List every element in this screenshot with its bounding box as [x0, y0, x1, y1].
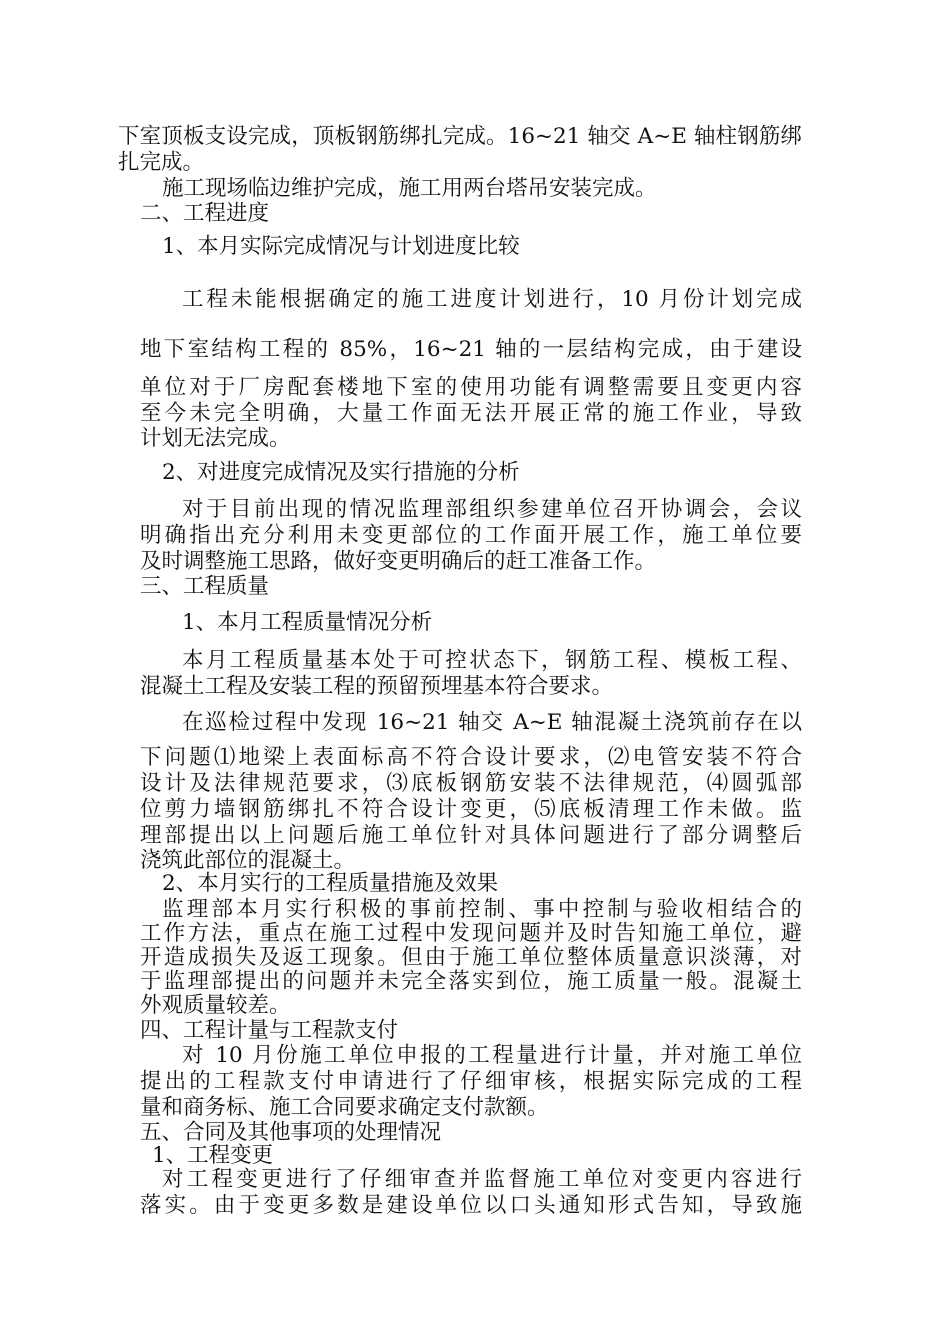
text-line: 浇筑此部位的混凝土。 — [140, 848, 356, 873]
section-heading: 二、工程进度 — [140, 201, 270, 226]
subsection-heading: 2、对进度完成情况及实行措施的分析 — [162, 460, 520, 485]
text-line: 至今未完全明确，大量工作面无法开展正常的施工作业，导致 — [140, 401, 802, 426]
text-line: 位剪力墙钢筋绑扎不符合设计变更，⑸底板清理工作未做。监 — [140, 797, 802, 822]
text-line: 本月工程质量基本处于可控状态下，钢筋工程、模板工程、 — [182, 648, 802, 673]
text-line: 下室顶板支设完成，顶板钢筋绑扎完成。16~21 轴交 A~E 轴柱钢筋绑 — [118, 124, 802, 149]
text-line: 混凝土工程及安装工程的预留预埋基本符合要求。 — [140, 674, 614, 699]
text-line: 对于目前出现的情况监理部组织参建单位召开协调会，会议 — [182, 497, 802, 522]
text-line: 理部提出以上问题后施工单位针对具体问题进行了部分调整后 — [140, 823, 802, 848]
subsection-heading: 1、本月工程质量情况分析 — [182, 610, 433, 635]
text-line: 开造成损失及返工现象。但由于施工单位整体质量意识淡薄，对 — [140, 945, 802, 970]
text-line: 外观质量较差。 — [140, 993, 291, 1018]
subsection-heading: 1、本月实际完成情况与计划进度比较 — [162, 234, 520, 259]
subsection-heading: 1、工程变更 — [152, 1143, 274, 1168]
text-line: 设计及法律规范要求，⑶底板钢筋安装不法律规范，⑷圆弧部 — [140, 771, 802, 796]
subsection-heading: 2、本月实行的工程质量措施及效果 — [162, 871, 499, 896]
text-line: 在巡检过程中发现 16~21 轴交 A~E 轴混凝土浇筑前存在以 — [182, 710, 802, 735]
section-heading: 四、工程计量与工程款支付 — [140, 1018, 399, 1043]
text-line: 下问题⑴地梁上表面标高不符合设计要求，⑵电管安装不符合 — [140, 745, 802, 770]
text-line: 单位对于厂房配套楼地下室的使用功能有调整需要且变更内容 — [140, 375, 802, 400]
text-line: 扎完成。 — [118, 150, 205, 175]
text-line: 监理部本月实行积极的事前控制、事中控制与验收相结合的 — [162, 897, 802, 922]
text-line: 工作方法，重点在施工过程中发现问题并及时告知施工单位，避 — [140, 921, 802, 946]
text-line: 量和商务标、施工合同要求确定支付款额。 — [140, 1095, 549, 1120]
text-line: 明确指出充分利用未变更部位的工作面开展工作，施工单位要 — [140, 523, 802, 548]
text-line: 地下室结构工程的 85%，16~21 轴的一层结构完成，由于建设 — [140, 337, 802, 362]
text-line: 计划无法完成。 — [140, 426, 291, 451]
text-line: 对工程变更进行了仔细审查并监督施工单位对变更内容进行 — [162, 1167, 802, 1192]
text-line: 对 10 月份施工单位申报的工程量进行计量，并对施工单位 — [182, 1043, 802, 1068]
section-heading: 五、合同及其他事项的处理情况 — [140, 1120, 442, 1145]
text-line: 落实。由于变更多数是建设单位以口头通知形式告知，导致施 — [140, 1193, 802, 1218]
text-line: 于监理部提出的问题并未完全落实到位，施工质量一般。混凝土 — [140, 969, 802, 994]
text-line: 及时调整施工思路，做好变更明确后的赶工准备工作。 — [140, 549, 657, 574]
text-line: 工程未能根据确定的施工进度计划进行，10 月份计划完成 — [182, 287, 802, 312]
text-line: 提出的工程款支付申请进行了仔细审核，根据实际完成的工程 — [140, 1069, 802, 1094]
section-heading: 三、工程质量 — [140, 574, 270, 599]
text-line: 施工现场临边维护完成，施工用两台塔吊安装完成。 — [162, 176, 657, 201]
